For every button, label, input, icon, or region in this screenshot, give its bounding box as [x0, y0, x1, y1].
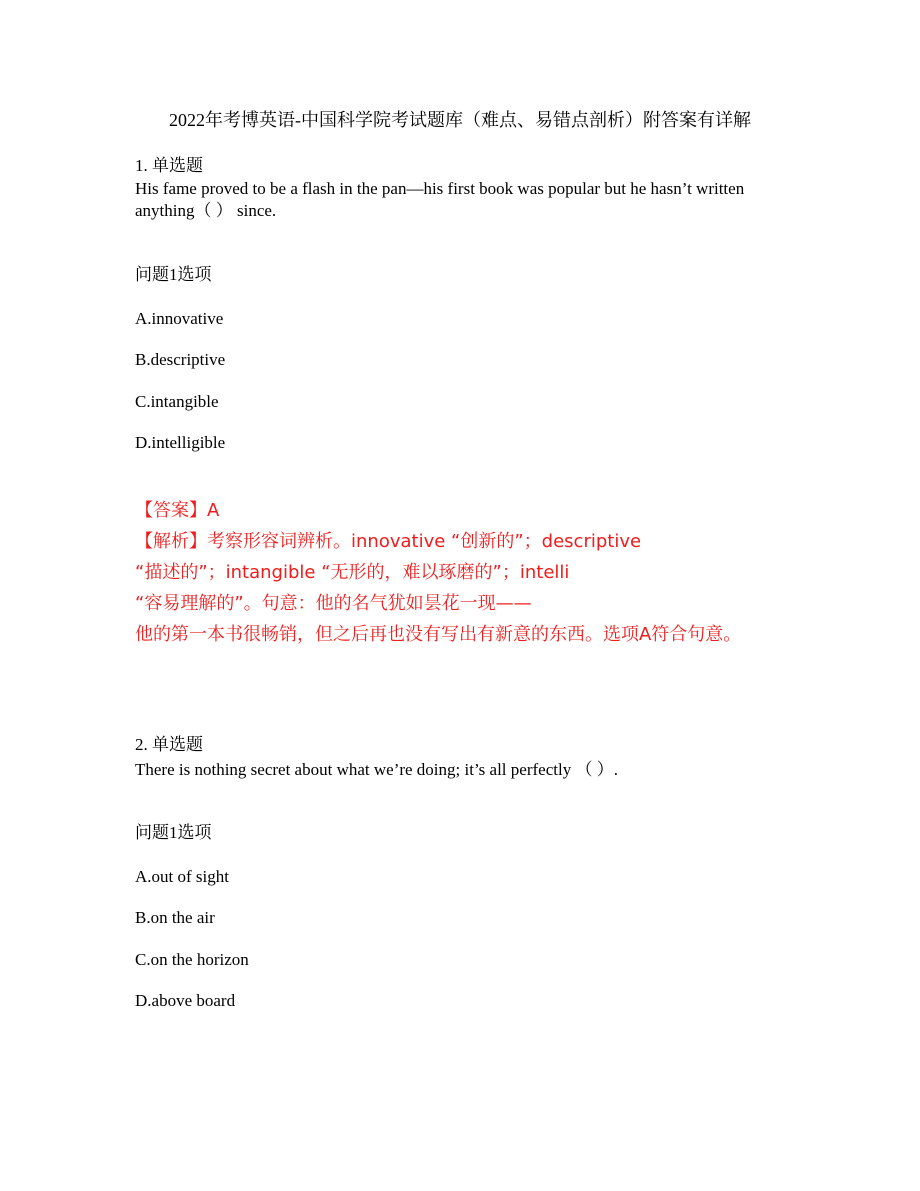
- question-2-stem-line-1: There is nothing secret about what we’re doing; it’s all perfectly （ ）.: [135, 760, 618, 779]
- question-1-explanation-line-4: 他的第一本书很畅销，但之后再也没有写出有新意的东西。选项A符合句意。: [135, 624, 742, 645]
- document-title: 2022年考博英语-中国科学院考试题库（难点、易错点剖析）附答案有详解: [169, 110, 751, 130]
- question-2-option-c: C.on the horizon: [135, 950, 249, 969]
- question-1-option-c: C.intangible: [135, 392, 219, 411]
- question-2-options-label: 问题1选项: [135, 823, 212, 842]
- question-1-stem-line-1: His fame proved to be a flash in the pan—his first book was popular but he hasn’t written: [135, 179, 745, 198]
- question-1-explanation-line-3: “容易理解的”。句意：他的名气犹如昙花一现——: [135, 593, 532, 614]
- question-1-option-b: B.descriptive: [135, 350, 226, 369]
- question-1-header: 1. 单选题: [135, 156, 203, 175]
- question-2-option-b: B.on the air: [135, 908, 215, 927]
- question-1-explanation-line-1: 【解析】考察形容词辨析。innovative “创新的”；descriptive: [135, 531, 642, 552]
- question-1-explanation-line-2: “描述的”；intangible “无形的，难以琢磨的”；intelli: [135, 562, 570, 583]
- question-2-option-a: A.out of sight: [135, 867, 229, 886]
- question-1-option-d: D.intelligible: [135, 433, 226, 452]
- question-2-header: 2. 单选题: [135, 735, 203, 754]
- question-1-stem-line-2: anything（ ） since.: [135, 201, 277, 220]
- question-1-option-a: A.innovative: [135, 309, 224, 328]
- question-2-option-d: D.above board: [135, 991, 236, 1010]
- question-1-options-label: 问题1选项: [135, 265, 212, 284]
- question-1-answer: 【答案】A: [135, 500, 220, 521]
